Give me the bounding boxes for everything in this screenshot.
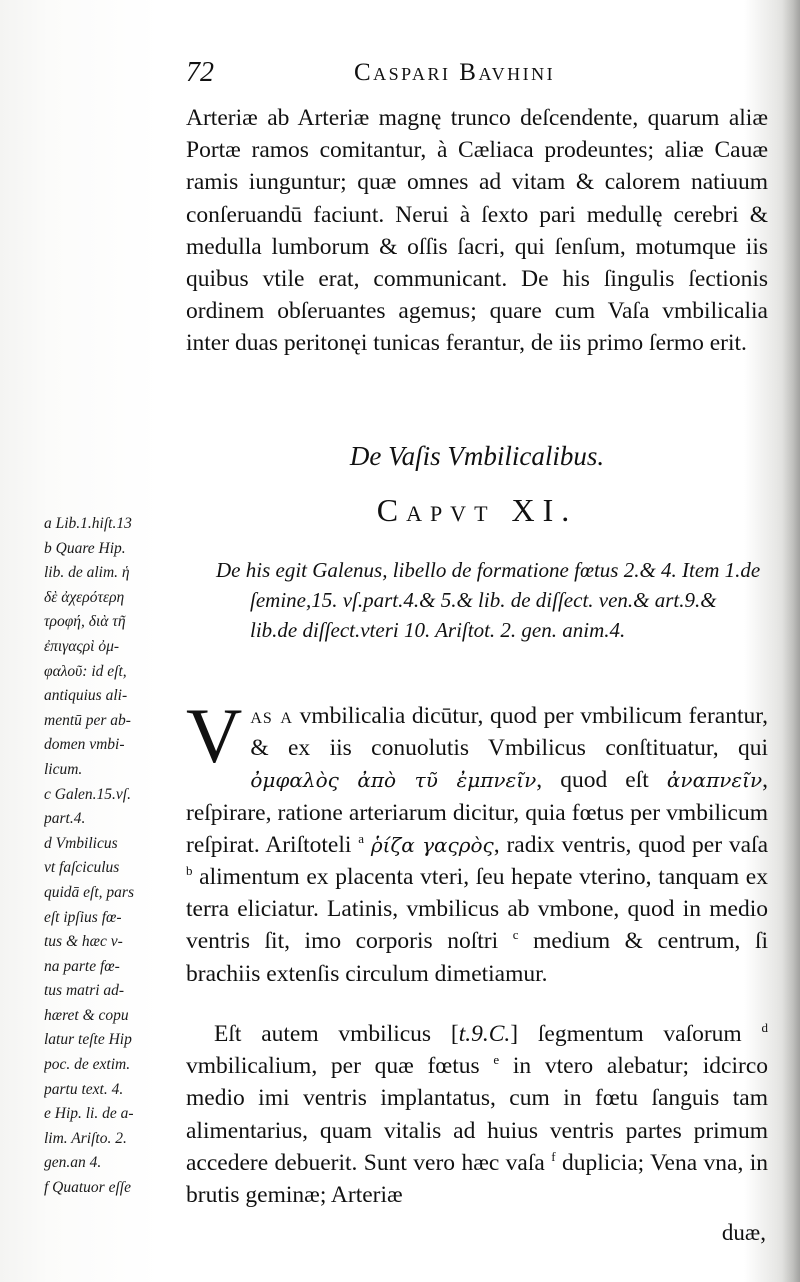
second-paragraph	[186, 1018, 768, 1211]
margin-note-line: φαλοῦ: id eſt,	[44, 662, 127, 680]
main-text-3: , reſpirare, ratione arteriarum dicitur, quia fœtus per vmbilicum reſpirat. Ariſtoteli	[186, 767, 768, 858]
para2-text-3: vmbilicalium, per quæ fœtus	[186, 1053, 494, 1080]
margin-note-line: e Hip. li. de a-	[44, 1105, 134, 1123]
margin-note-line: a Lib.1.hiſt.13	[44, 515, 132, 532]
margin-note-line: hæret & copu	[44, 1006, 129, 1024]
greek-term-1: ὀμφαλὸς ἀπὸ τῦ ἐμπνεῖν	[250, 768, 537, 793]
main-text-5: alimentum ex placenta vteri, ſeu hepate vterino, tanquam ex terra eliciatur. Latinis, vmbilicus ab vmbone, quod in medio ventris ſit, imo corporis noſtri	[186, 864, 768, 955]
margin-note-line: mentū per ab-	[44, 711, 131, 729]
chapter-title: Capvt XI.	[376, 492, 578, 528]
margin-note-line: δὲ ἀχερότερη	[44, 588, 125, 606]
para2-text-5: duplicia; Vena vna, in brutis geminæ; Arteriæ	[186, 1149, 768, 1209]
margin-note-line: f Quatuor eſſe	[44, 1179, 131, 1197]
intro-paragraph: Arteriæ ab Arteriæ magnę trunco deſcendente, quarum aliæ Portæ ramos comitantur, à Cæliaca prodeuntes; aliæ Cauæ ramis iunguntur; quæ omnes ad vitam & calorem natiuum conſeruandū faciunt. Nerui à ſexto pari medullę cerebri & medulla lumborum & oſſis ſacri, qui ſenſum, motumque iis quibus vtile erat, communicant. De his ſingulis ſectionis ordinem obſeruantes agemus; quare cum Vaſa vmbilicalia inter duas peritonęi tunicas ferantur, de iis primo ſermo erit.	[186, 105, 768, 357]
note-ref-a: a	[358, 830, 365, 846]
para2-text-1: Eſt autem vmbilicus [	[214, 1021, 459, 1047]
chapter-summary-text: De his egit Galenus, libello de formatione fœtus 2.& 4. Item 1.de ſemine,15. vſ.part.4.& 5.& lib. de diſſect. ven.& art.9.& lib.de diſſect.vteri 10. Ariſtot. 2. gen. anim.4.	[216, 558, 761, 642]
margin-note-line: c Galen.15.vſ.	[44, 785, 131, 803]
margin-note-line: poc. de extim.	[44, 1056, 131, 1074]
margin-note-line: d Vmbilicus	[44, 834, 118, 852]
margin-note-line: b Quare Hip.	[44, 539, 126, 557]
drop-capital: V	[186, 692, 243, 779]
main-text-2: , quod eſt	[536, 767, 667, 794]
margin-note-line: lim. Ariſto. 2.	[44, 1129, 127, 1147]
margin-note-line: part.4.	[44, 810, 86, 828]
main-text-6: medium & centrum, ſi brachiis extenſis circulum dimetiamur.	[186, 928, 768, 987]
margin-note-line: τροφή, διὰ τῆ	[44, 613, 126, 631]
margin-note-line: tus matri ad-	[44, 982, 125, 1000]
margin-note-line: eſt ipſius fœ-	[44, 908, 122, 926]
running-head: Caspari Bavhini	[354, 59, 556, 86]
main-text-4: , radix ventris, quod per vaſa	[493, 831, 769, 858]
greek-term-3: ῥίζα γαςρὸς	[370, 832, 494, 857]
margin-note-line: na parte fœ-	[44, 957, 120, 975]
margin-note-line: tus & hæc v-	[44, 933, 123, 951]
lead-in: as a	[250, 703, 293, 729]
note-ref-f: f	[551, 1148, 556, 1164]
binding-shadow	[782, 0, 800, 1282]
note-ref-e: e	[493, 1052, 500, 1068]
main-text-1: vmbilicalia dicūtur, quod per vmbilicum ferantur, & ex iis conuolutis Vmbilicus conſtituatur, qui	[250, 703, 768, 762]
margin-note-line: quidā eſt, pars	[44, 883, 134, 901]
para2-reference: t.9.C.	[458, 1021, 511, 1047]
margin-note-line: vt faſciculus	[44, 859, 120, 877]
greek-term-2: ἀναπνεῖν	[666, 768, 763, 793]
catchword: duæ,	[721, 1220, 766, 1245]
note-ref-b: b	[186, 863, 193, 879]
margin-note-line: partu text. 4.	[44, 1080, 124, 1098]
margin-note-line: ἐπιγαςρὶ ὀμ-	[44, 637, 120, 655]
note-ref-c: c	[512, 927, 519, 943]
para2-text-2: ] ſegmentum vaſorum	[510, 1021, 762, 1047]
para2-text-4: in vtero alebatur; idcirco medio imi ventris implantatus, cum in fœtu ſanguis tam alimentarius, quam vitalis ad huius ventris partes primum accedere debuerit. Sunt vero hæc vaſa	[186, 1053, 769, 1176]
margin-note-line: lib. de alim. ἡ	[44, 564, 130, 582]
section-title: De Vaſis Vmbilicalibus.	[349, 441, 605, 471]
margin-note-line: latur teſte Hip	[44, 1031, 132, 1049]
marginal-notes	[44, 512, 174, 1201]
margin-note-line: gen.an 4.	[44, 1154, 102, 1172]
page-header	[186, 56, 766, 90]
note-ref-d: d	[761, 1020, 768, 1036]
margin-note-line: antiquius ali-	[44, 687, 128, 705]
margin-note-line: licum.	[44, 760, 83, 778]
page-number: 72	[186, 57, 214, 88]
margin-note-line: domen vmbi-	[44, 736, 125, 754]
chapter-summary	[216, 555, 768, 645]
main-paragraph	[186, 692, 769, 990]
